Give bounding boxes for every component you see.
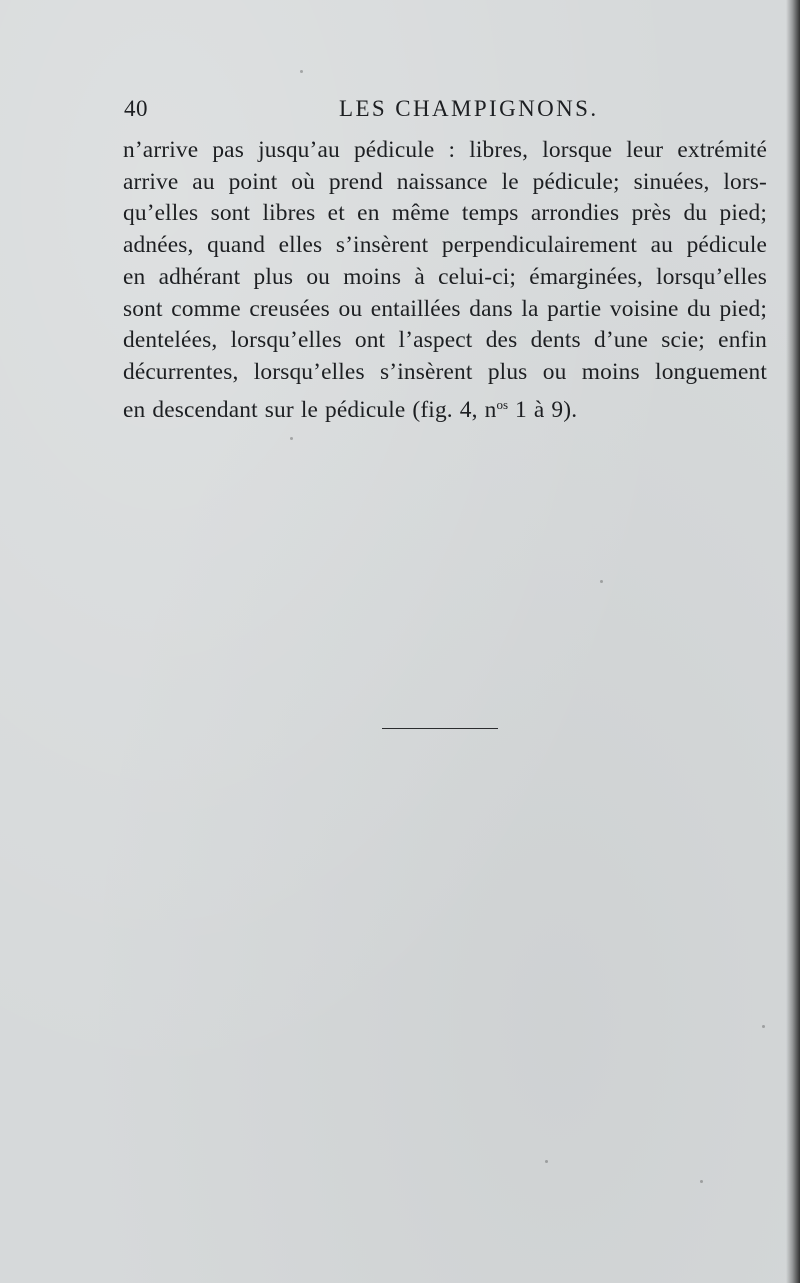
text-line: adnées, quand elles s’insèrent perpendiculairement au pédicule xyxy=(123,232,767,259)
running-title: LES CHAMPIGNONS. xyxy=(339,96,599,121)
text-line: n’arrive pas jusqu’au pédicule : libres, lorsque leur extrémité xyxy=(123,137,767,163)
paper-speck xyxy=(300,70,303,73)
section-divider xyxy=(382,728,498,729)
superscript: os xyxy=(496,396,509,412)
body-paragraph xyxy=(123,135,767,426)
text-line: arrive au point où prend naissance le pédicule; sinuées, lors- xyxy=(123,168,767,195)
page-number: 40 xyxy=(124,96,148,121)
last-line-text-end: 1 à 9). xyxy=(508,396,578,423)
paper-speck xyxy=(545,1160,548,1163)
last-line-text: en descendant sur le pédicule (fig. 4, n xyxy=(123,396,497,423)
paper-speck xyxy=(600,580,603,583)
running-head xyxy=(124,96,764,128)
text-line-last xyxy=(123,389,767,427)
paper-speck xyxy=(700,1180,703,1183)
text-line: sont comme creusées ou entaillées dans la partie voisine du pied; xyxy=(123,295,767,322)
paper-speck xyxy=(762,1025,765,1028)
text-line: dentelées, lorsqu’elles ont l’aspect des dents d’une scie; enfin xyxy=(123,327,767,354)
text-line: en adhérant plus ou moins à celui-ci; émarginées, lorsqu’elles xyxy=(123,263,767,290)
page-edge-shadow xyxy=(786,0,800,1283)
text-line: décurrentes, lorsqu’elles s’insèrent plus ou moins longuement xyxy=(123,358,767,385)
paper-speck xyxy=(290,437,293,440)
text-line: qu’elles sont libres et en même temps arrondies près du pied; xyxy=(123,200,767,227)
